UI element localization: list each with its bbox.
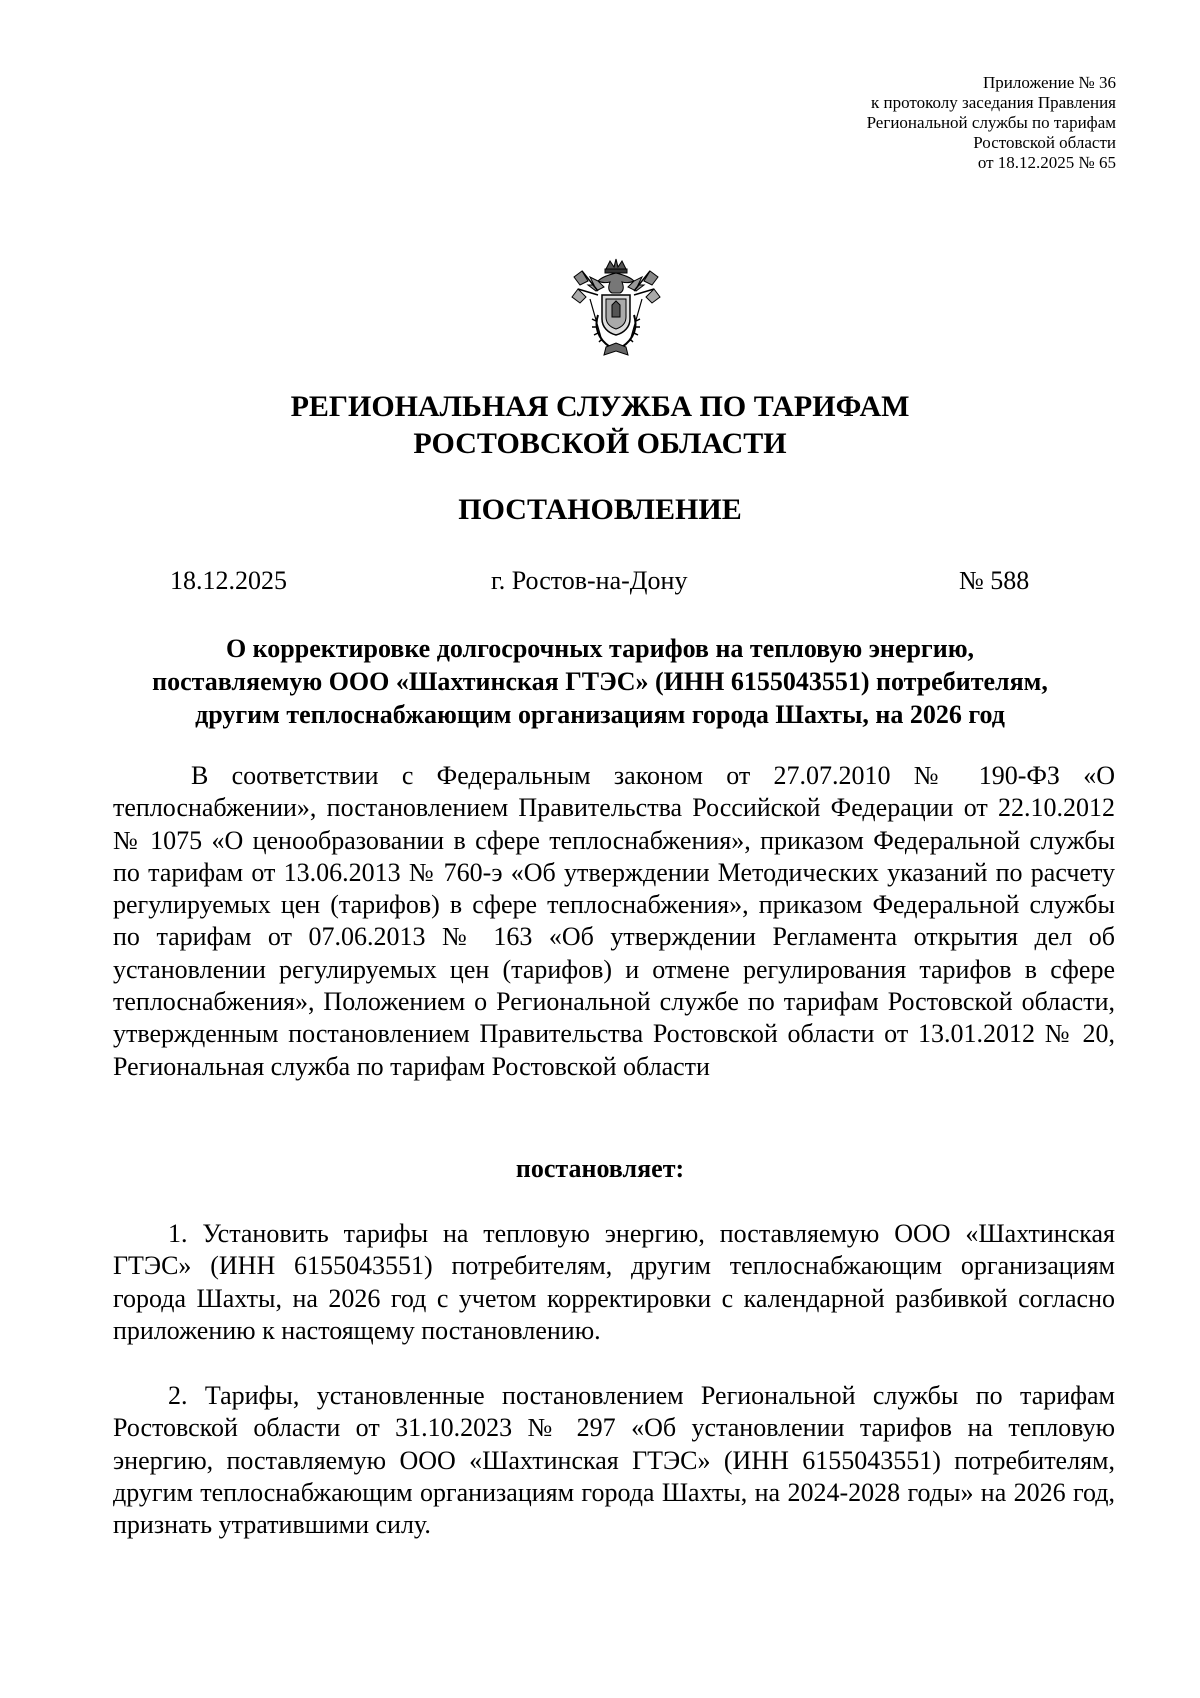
- appendix-line: к протоколу заседания Правления: [871, 93, 1116, 112]
- organization-title-line: РОСТОВСКОЙ ОБЛАСТИ: [413, 427, 787, 460]
- resolution-item-1: 1. Установить тарифы на тепловую энергию, поставляемую ООО «Шахтинская ГТЭС» (ИНН 6155043551) потребителям, другим теплоснабжающим организациям города Шахты, на 2026 год с учетом корректировки с календарной разбивкой согласно приложению к настоящему постановлению.: [113, 1219, 1115, 1345]
- resolution-item-2: 2. Тарифы, установленные постановлением Региональной службы по тарифам Ростовской области от 31.10.2023 № 297 «Об установлении тарифов на тепловую энергию, поставляемую ООО «Шахтинская ГТЭС» (ИНН 6155043551) потребителям, другим теплоснабжающим организациям города Шахты, на 2024-2028 годы» на 2026 год, признать утратившими силу.: [113, 1381, 1115, 1540]
- appendix-line: Приложение № 36: [983, 73, 1116, 92]
- preamble-paragraph: В соответствии с Федеральным законом от 27.07.2010 № 190-ФЗ «О теплоснабжении», постановлением Правительства Российской Федерации от 22.10.2012 № 1075 «О ценообразовании в сфере теплоснабжения», приказом Федеральной службы по тарифам от 13.06.2013 № 760-э «Об утверждении Методических указаний по расчету регулируемых цен (тарифов) в сфере теплоснабжения», приказом Федеральной службы по тарифам от 07.06.2013 № 163 «Об утверждении Регламента открытия дел об установлении регулируемых цен (тарифов) и отмене регулирования тарифов в сфере теплоснабжения», Положением о Региональной службе по тарифам Ростовской области, утвержденным постановлением Правительства Ростовской области от 13.01.2012 № 20, Региональная служба по тарифам Ростовской области: [113, 761, 1115, 1081]
- document-city: г. Ростов-на-Дону: [491, 566, 688, 595]
- resolves-heading: постановляет:: [515, 1154, 685, 1183]
- document-type-heading: ПОСТАНОВЛЕНИЕ: [458, 493, 742, 526]
- appendix-line: от 18.12.2025 № 65: [977, 153, 1116, 172]
- organization-title: [0, 388, 1200, 462]
- document-number: № 588: [959, 566, 1030, 595]
- subject-line: другим теплоснабжающим организациям города Шахты, на 2026 год: [195, 700, 1005, 729]
- document-date: 18.12.2025: [170, 566, 287, 595]
- appendix-note: [867, 73, 1116, 173]
- appendix-line: Ростовской области: [973, 133, 1116, 152]
- document-subject: [80, 632, 1120, 731]
- appendix-line: Региональной службы по тарифам: [866, 113, 1116, 132]
- coat-of-arms-icon: [568, 255, 664, 359]
- subject-line: поставляемую ООО «Шахтинская ГТЭС» (ИНН 6155043551) потребителям,: [152, 667, 1048, 696]
- organization-title-line: РЕГИОНАЛЬНАЯ СЛУЖБА ПО ТАРИФАМ: [290, 390, 910, 423]
- subject-line: О корректировке долгосрочных тарифов на тепловую энергию,: [225, 634, 975, 663]
